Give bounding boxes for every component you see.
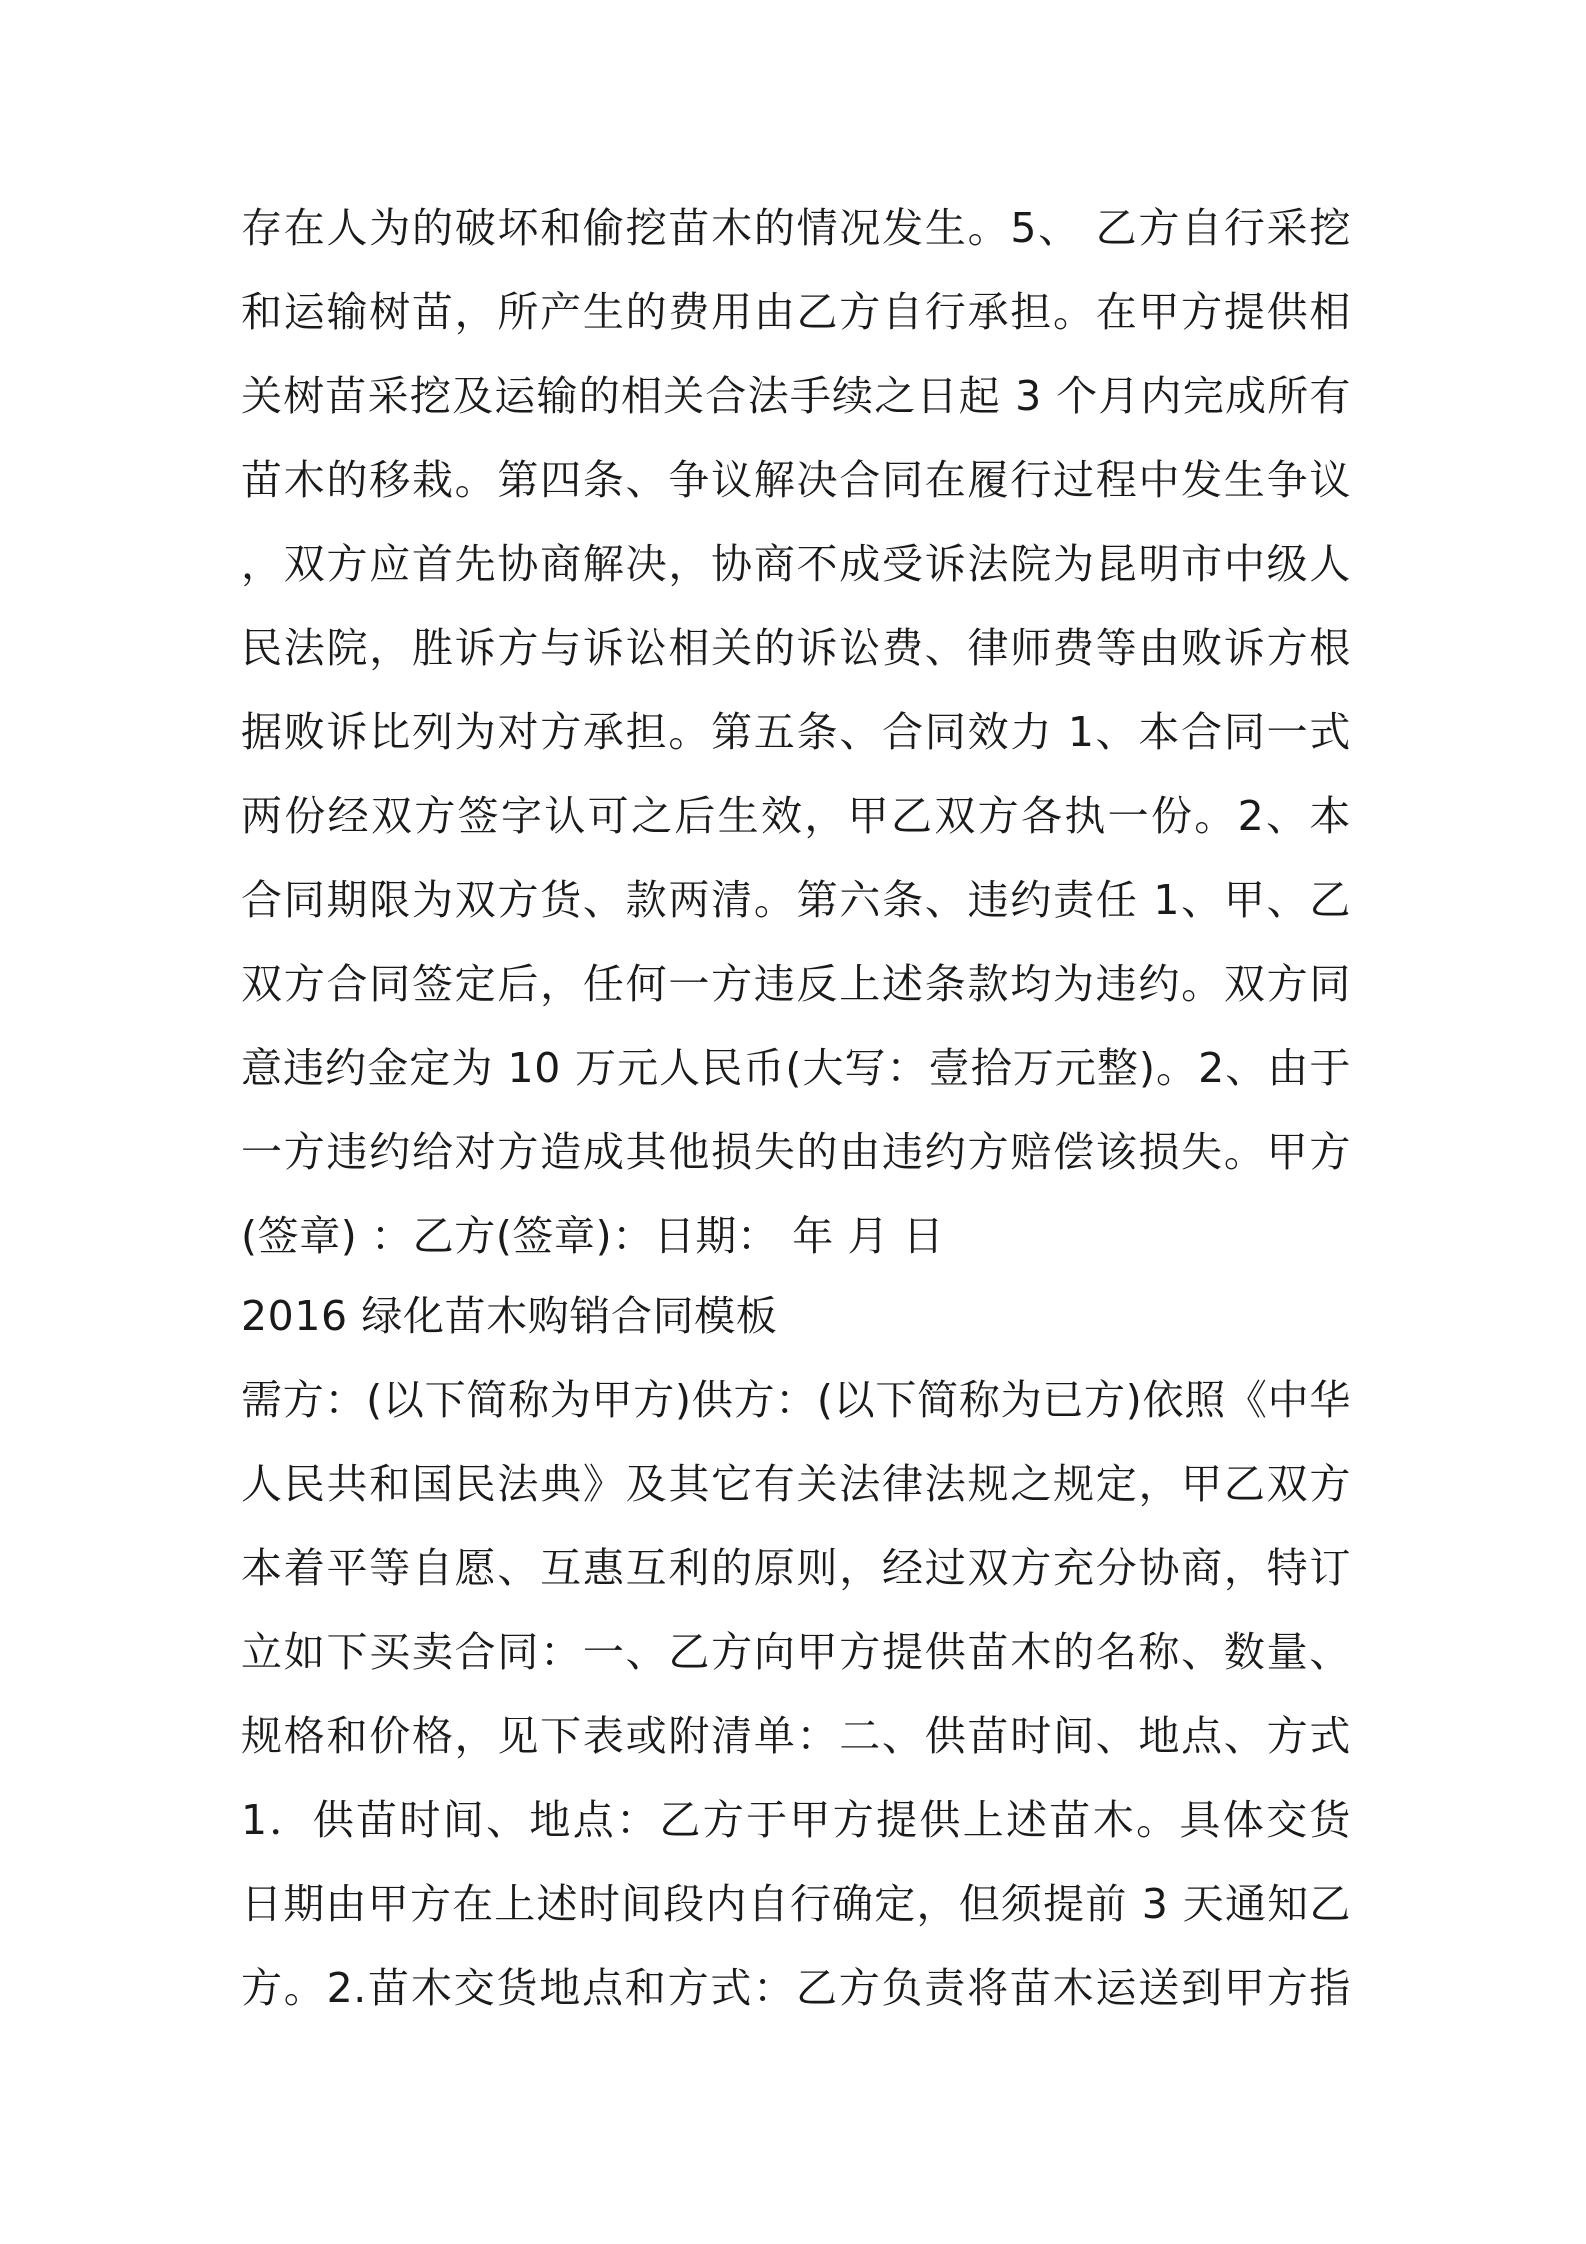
text-line: 需方：(以下简称为甲方)供方：(以下简称为已方)依照《中华 (241, 1376, 1351, 1424)
text-line: 方。2.苗木交货地点和方式：乙方负责将苗木运送到甲方指 (241, 1964, 1351, 2012)
text-line: 据败诉比列为对方承担。第五条、合同效力 1、本合同一式 (241, 708, 1351, 756)
text-line: 意违约金定为 10 万元人民币(大写：壹拾万元整)。2、由于 (241, 1044, 1351, 1092)
text-line: 规格和价格，见下表或附清单：二、供苗时间、地点、方式 (241, 1712, 1351, 1760)
contract-continuation-paragraph (241, 186, 1351, 1278)
template-title: 2016 绿化苗木购销合同模板 (241, 1292, 778, 1340)
template-title-block (241, 1274, 1351, 1358)
text-line: 人民共和国民法典》及其它有关法律法规之规定，甲乙双方 (241, 1460, 1351, 1508)
text-line: 1．供苗时间、地点：乙方于甲方提供上述苗木。具体交货 (241, 1796, 1351, 1844)
text-line: ，双方应首先协商解决，协商不成受诉法院为昆明市中级人 (241, 540, 1351, 588)
text-line: 民法院，胜诉方与诉讼相关的诉讼费、律师费等由败诉方根 (241, 624, 1351, 672)
text-line: 立如下买卖合同：一、乙方向甲方提供苗木的名称、数量、 (241, 1628, 1351, 1676)
template-body-paragraph (241, 1358, 1351, 2030)
text-line: 苗木的移栽。第四条、争议解决合同在履行过程中发生争议 (241, 456, 1351, 504)
text-line: 关树苗采挖及运输的相关合法手续之日起 3 个月内完成所有 (241, 372, 1351, 420)
text-line: 合同期限为双方货、款两清。第六条、违约责任 1、甲、乙 (241, 876, 1351, 924)
text-line: 一方违约给对方造成其他损失的由违约方赔偿该损失。甲方 (241, 1128, 1351, 1176)
text-line: 存在人为的破坏和偷挖苗木的情况发生。5、 乙方自行采挖 (241, 204, 1351, 252)
text-line: 和运输树苗，所产生的费用由乙方自行承担。在甲方提供相 (241, 288, 1351, 336)
text-line: 两份经双方签字认可之后生效，甲乙双方各执一份。2、本 (241, 792, 1351, 840)
text-line: 日期由甲方在上述时间段内自行确定，但须提前 3 天通知乙 (241, 1880, 1351, 1928)
text-line: 本着平等自愿、互惠互利的原则，经过双方充分协商，特订 (241, 1544, 1351, 1592)
text-line: 双方合同签定后，任何一方违反上述条款均为违约。双方同 (241, 960, 1351, 1008)
signature-line: (签章) ：乙方(签章)：日期： 年 月 日 (241, 1212, 945, 1260)
